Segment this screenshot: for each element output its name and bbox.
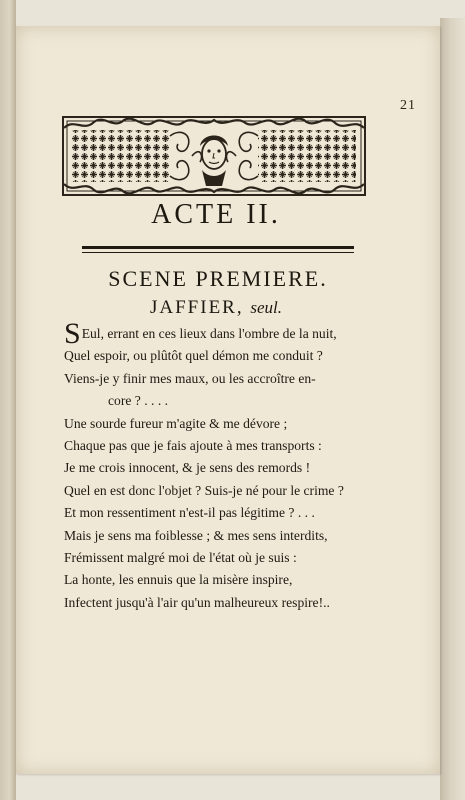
floral-headpiece-with-face-icon [62,116,366,196]
verse-line: Mais je sens ma foiblesse ; & mes sens interdits, [64,527,328,543]
verse-line: Frémissent malgré moi de l'état où je suis : [64,550,297,566]
title-rule-thin [82,252,354,253]
book-spine-edge [0,0,16,800]
verse-line: La honte, les ennuis que la misère inspire, [64,572,293,588]
page-number: 21 [400,98,416,113]
verse-line: Quel espoir, ou plûtôt quel démon me conduit ? [64,348,323,364]
verse-line: Et mon ressentiment n'est-il pas légitime ? . . . [64,505,315,521]
drop-cap: S [64,317,81,350]
verse-first-line-text: Eul, errant en ces lieux dans l'ombre de la nuit, [81,326,337,341]
verse-line: Quel en est donc l'objet ? Suis-je né pour le crime ? [64,482,344,498]
page-stack-edge [440,18,465,800]
act-title: ACTE II. [151,199,281,230]
title-rule-thick [82,246,354,249]
verse-text [64,317,384,614]
verse-line: Chaque pas que je fais ajoute à mes transports : [64,438,322,454]
verse-line: Je me crois innocent, & je sens des remords ! [64,460,311,476]
character-name: JAFFIER, [150,297,244,318]
verse-line: Infectent jusqu'à l'air qu'un malheureux respire!.. [64,594,330,610]
character-heading [56,297,376,319]
verse-line: Viens-je y finir mes maux, ou les accroître en- [64,370,316,386]
book-page [16,26,440,774]
scene-title: SCENE PREMIERE. [108,266,328,291]
verse-line: Une sourde fureur m'agite & me dévore ; [64,415,288,431]
character-role: seul. [250,298,282,317]
verse-line: core ? . . . . [108,393,169,409]
verse-line [64,317,384,350]
